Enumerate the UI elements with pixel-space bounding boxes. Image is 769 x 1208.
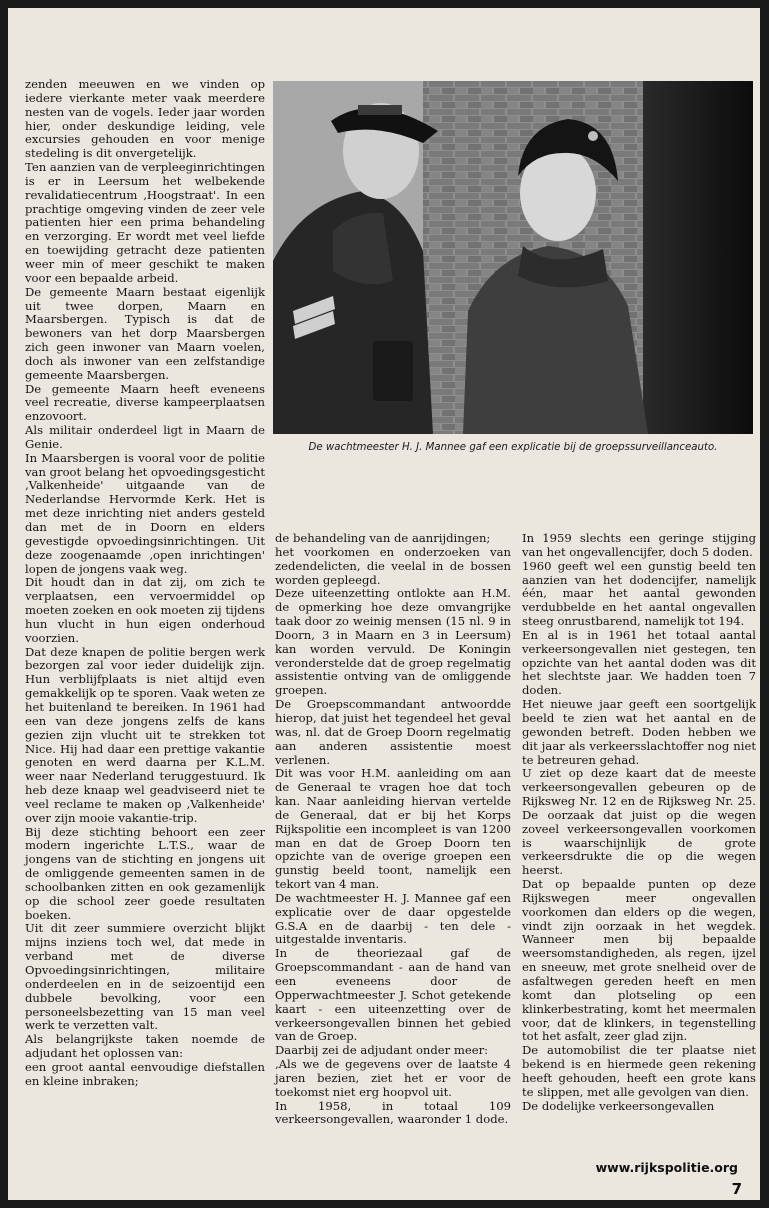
paragraph: Dit was voor H.M. aanleiding om aan de Generaal te vragen hoe dat toch kan. Naar aanleiding hiervan vertelde de Generaal, dat er bij het Korps Rijkspolitie een incompleet is van 1200 man en dat de Groep Doorn ten opzichte van de overige groepen een gunstig beeld toont, namelijk een tekort van 4 man. [275, 766, 511, 892]
text-column-2 [275, 532, 511, 1127]
paragraph: ‚Als we de gegevens over de laatste 4 jaren bezien, ziet het er voor de toekomst niet erg hoopvol uit. [275, 1057, 511, 1099]
photo-illustration [273, 81, 753, 434]
paragraph: Uit dit zeer summiere overzicht blijkt mijns inziens toch wel, dat mede in verband met de diverse Opvoedingsinrichtingen, militaire onderdeelen en in de seizoentijd een dubbele bevolking, voor een personeelsbezetting van 15 man veel werk te verzetten valt. [25, 921, 265, 1033]
photograph [273, 81, 753, 434]
paragraph: De gemeente Maarn heeft eveneens veel recreatie, diverse kampeerplaatsen enzovoort. [25, 381, 265, 424]
paragraph: Bij deze stichting behoort een zeer modern ingerichte L.T.S., waar de jongens van de stichting en jongens uit de omliggende gemeenten samen in de schoolbanken zitten en ook gezamenlijk op die school zeer goede resultaten boeken. [25, 824, 265, 922]
page-number: 7 [731, 1180, 742, 1198]
paragraph: En al is in 1961 het totaal aantal verkeersongevallen niet gestegen, ten opzichte van het aantal doden was dit het slechtste jaar. We hadden toen 7 doden. [522, 627, 756, 698]
paragraph: In 1958, in totaal 109 verkeersongevallen, waaronder 1 dode. [275, 1098, 511, 1127]
magazine-page [8, 8, 760, 1200]
paragraph: Ten aanzien van de verpleeginrichtingen is er in Leersum het welbekende revalidatiecentrum ‚Hoogstraat'. In een prachtige omgeving vinden de zeer vele patienten hier een prima behandeling en verzorging. Er wordt met veel liefde en toewijding getracht deze patienten weer min of meer geschikt te maken voor een bepaalde arbeid. [25, 160, 265, 285]
paragraph: Dat deze knapen de politie bergen werk bezorgen zal voor ieder duidelijk zijn. Hun verblijfplaats is niet altijd even gemakkelijk op te sporen. Vaak weten ze het buitenland te bereiken. In 1961 had een van deze jongens zelfs de kans gezien zijn vlucht uit te strekken tot Nice. Hij had daar een prettige vakantie genoten en werd daarna per K.L.M. weer naar Nederland teruggestuurd. Ik heb deze knaap wel geadviseerd niet te veel reclame te maken op ‚Valkenheide' over zijn mooie vakantie-trip. [25, 644, 265, 825]
text-column-1 [25, 78, 265, 1089]
paragraph: Daarbij zei de adjudant onder meer: [275, 1043, 489, 1058]
paragraph: de behandeling van de aanrijdingen; [275, 531, 491, 545]
paragraph: In de theoriezaal gaf de Groepscommandant - aan de hand van een eveneens door de Opperwachtmeester J. Schot getekende kaart - een uiteenzetting over de verkeersongevallen binnen het gebied van de Groep. [275, 946, 511, 1044]
paragraph: Als belangrijkste taken noemde de adjudant het oplossen van: [25, 1032, 265, 1061]
paragraph: Dit houdt dan in dat zij, om zich te verplaatsen, een vervoermiddel op moeten zoeken en ook moeten zij tijdens hun vlucht in hun eigen onderhoud voorzien. [25, 575, 265, 645]
website-watermark: www.rijkspolitie.org [595, 1160, 738, 1175]
paragraph: De gemeente Maarn bestaat eigenlijk uit twee dorpen, Maarn en Maarsbergen. Typisch is dat de bewoners van het dorp Maarsbergen zich geen inwoner van Maarn voelen, doch als inwoner van een zelfstandige gemeente Maarsbergen. [25, 284, 265, 382]
paragraph: In Maarsbergen is vooral voor de politie van groot belang het opvoedingsgesticht ‚Valkenheide' uitgaande van de Nederlandse Hervormde Kerk. Het is met deze inrichting niet anders gesteld dan met de in Doorn en elders gevestigde opvoedingsinrichtingen. Uit deze zoogenaamde ‚open inrichtingen' lopen de jongens vaak weg. [25, 450, 266, 576]
paragraph: een groot aantal eenvoudige diefstallen en kleine inbraken; [25, 1059, 265, 1088]
paragraph: De Groepscommandant antwoordde hierop, dat juist het tegendeel het geval was, nl. dat de Groep Doorn regelmatig aan anderen assistentie moest verlenen. [275, 697, 511, 767]
paragraph: Het nieuwe jaar geeft een soortgelijk beeld te zien wat het aantal en de gewonden betreft. Doden hebben we dit jaar als verkeersslachtoffer nog niet te betreuren gehad. [522, 697, 756, 767]
paragraph: 1960 geeft wel een gunstig beeld ten aanzien van het dodencijfer, namelijk één, maar het aantal gewonden verdubbelde en het aantal ongevallen steeg onrustbarend, namelijk tot 194. [522, 558, 756, 629]
paragraph: In 1959 slechts een geringe stijging van het ongevallencijfer, doch 5 doden. [522, 531, 756, 559]
text-column-3 [522, 532, 756, 1113]
paragraph: U ziet op deze kaart dat de meeste verkeersongevallen gebeuren op de Rijksweg Nr. 12 en de Rijksweg Nr. 25. De oorzaak dat juist op die wegen zoveel verkeersongevallen voorkomen is waarschijnlijk de grote verkeersdrukte die op die wegen heerst. [522, 766, 756, 878]
paragraph: het voorkomen en onderzoeken van zedendelicten, die veelal in de bossen worden gepleegd. [275, 544, 511, 587]
paragraph: De dodelijke verkeersongevallen [522, 1098, 715, 1113]
paragraph: zenden meeuwen en we vinden op iedere vierkante meter vaak meerdere nesten van de vogels. Ieder jaar worden hier, onder deskundige leiding, vele excursies gehouden en voor menige stedeling is dit onvergetelijk. [25, 77, 265, 161]
paragraph: De automobilist die ter plaatse niet bekend is en hiermede geen rekening heeft gehouden, heeft een grote kans te slippen, met alle gevolgen van dien. [522, 1043, 756, 1099]
paragraph: Deze uiteenzetting ontlokte aan H.M. de opmerking hoe deze omvangrijke taak door zo weinig mensen (15 nl. 9 in Doorn, 3 in Maarn en 3 in Leersum) kan worden vervuld. De Koningin veronderstelde dat de groep regelmatig assistentie ontving van de omliggende groepen. [275, 586, 511, 698]
paragraph: Dat op bepaalde punten op deze Rijkswegen meer ongevallen voorkomen dan elders op die wegen, vindt zijn oorzaak in het wegdek. Wanneer men bij bepaalde weersomstandigheden, als regen, ijzel en sneeuw, met grote snelheid over de asfaltwegen gereden heeft en men komt dan plotseling op een klinkerbestrating, komt het meermalen voor, dat de klinkers, in tegenstelling tot het asfalt, zeer glad zijn. [522, 877, 756, 1044]
paragraph: Als militair onderdeel ligt in Maarn de Genie. [25, 423, 265, 451]
paragraph: De wachtmeester H. J. Mannee gaf een explicatie over de daar opgestelde G.S.A en de daarbij - ten dele - uitgestalde inventaris. [275, 890, 511, 947]
photo-caption: De wachtmeester H. J. Mannee gaf een explicatie bij de groepssurveillanceauto. [308, 442, 718, 453]
